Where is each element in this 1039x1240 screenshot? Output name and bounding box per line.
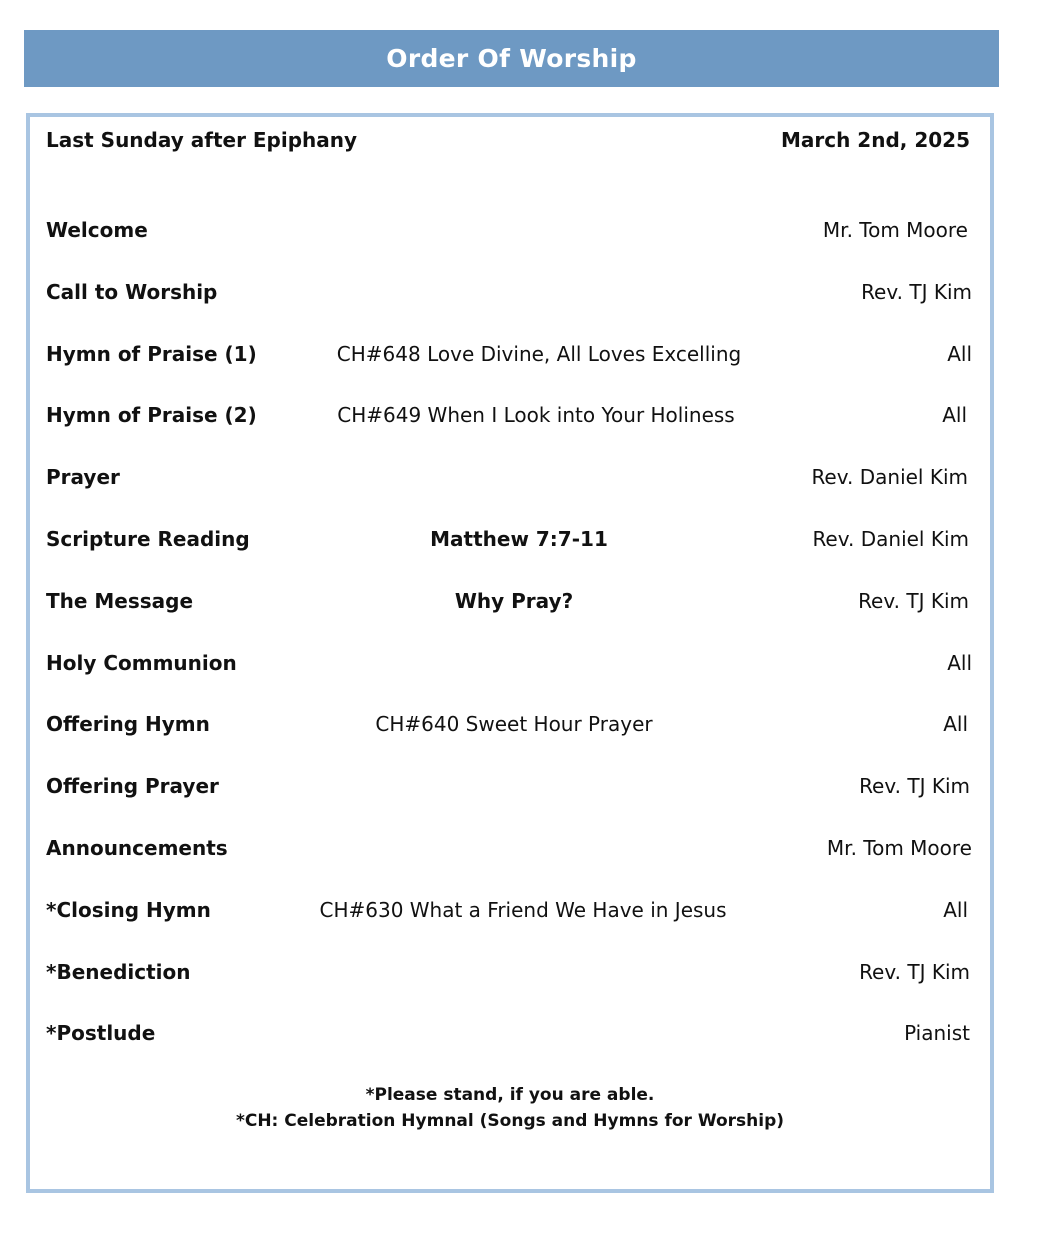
footnotes xyxy=(30,1082,990,1134)
item-title: Welcome xyxy=(46,218,148,242)
item-detail: Why Pray? xyxy=(454,589,574,613)
order-item-announcements xyxy=(46,831,972,865)
item-leader: All xyxy=(943,898,968,922)
service-date: March 2nd, 2025 xyxy=(780,128,970,152)
item-title: *Benediction xyxy=(46,960,191,984)
item-leader: All xyxy=(947,651,972,675)
order-item-holy-communion xyxy=(46,646,972,680)
order-item-the-message xyxy=(46,584,972,618)
item-title: Prayer xyxy=(46,465,120,489)
item-leader: Mr. Tom Moore xyxy=(826,836,972,860)
item-title: Offering Hymn xyxy=(46,712,210,736)
item-title: The Message xyxy=(46,589,194,613)
order-item-hymn-of-praise-2 xyxy=(46,398,972,432)
service-subheader xyxy=(46,125,970,155)
order-item-offering-hymn xyxy=(46,707,972,741)
item-detail: CH#640 Sweet Hour Prayer xyxy=(375,712,653,736)
item-title: Holy Communion xyxy=(46,651,237,675)
order-item-prayer xyxy=(46,460,972,494)
page-title: Order Of Worship xyxy=(386,44,637,73)
item-detail: CH#630 What a Friend We Have in Jesus xyxy=(319,898,727,922)
item-title: Scripture Reading xyxy=(46,527,250,551)
item-title: Hymn of Praise (2) xyxy=(46,403,257,427)
hymnal-note: *CH: Celebration Hymnal (Songs and Hymns for Worship) xyxy=(235,1111,785,1131)
order-item-postlude xyxy=(46,1016,972,1050)
order-item-offering-prayer xyxy=(46,769,972,803)
item-leader: Rev. TJ Kim xyxy=(859,960,970,984)
service-occasion: Last Sunday after Epiphany xyxy=(46,128,358,152)
item-detail: CH#649 When I Look into Your Holiness xyxy=(337,403,735,427)
order-item-hymn-of-praise-1 xyxy=(46,337,972,371)
item-leader: All xyxy=(942,403,967,427)
order-item-scripture-reading xyxy=(46,522,972,556)
item-title: *Closing Hymn xyxy=(46,898,211,922)
header-bar xyxy=(24,30,999,87)
item-detail: Matthew 7:7-11 xyxy=(430,527,608,551)
stand-note: *Please stand, if you are able. xyxy=(365,1085,655,1105)
item-leader: All xyxy=(943,712,968,736)
item-title: Offering Prayer xyxy=(46,774,219,798)
item-leader: Rev. TJ Kim xyxy=(859,774,970,798)
item-leader: Rev. Daniel Kim xyxy=(812,527,969,551)
item-leader: Rev. Daniel Kim xyxy=(811,465,968,489)
item-leader: Pianist xyxy=(904,1021,970,1045)
order-item-welcome xyxy=(46,213,972,247)
item-leader: Rev. TJ Kim xyxy=(861,280,972,304)
item-title: Call to Worship xyxy=(46,280,218,304)
item-title: *Postlude xyxy=(46,1021,156,1045)
item-leader: Mr. Tom Moore xyxy=(822,218,968,242)
item-leader: Rev. TJ Kim xyxy=(858,589,969,613)
order-item-benediction xyxy=(46,955,972,989)
order-item-call-to-worship xyxy=(46,275,972,309)
item-title: Hymn of Praise (1) xyxy=(46,342,257,366)
item-leader: All xyxy=(947,342,972,366)
order-item-closing-hymn xyxy=(46,893,972,927)
item-title: Announcements xyxy=(46,836,228,860)
item-detail: CH#648 Love Divine, All Loves Excelling xyxy=(336,342,742,366)
